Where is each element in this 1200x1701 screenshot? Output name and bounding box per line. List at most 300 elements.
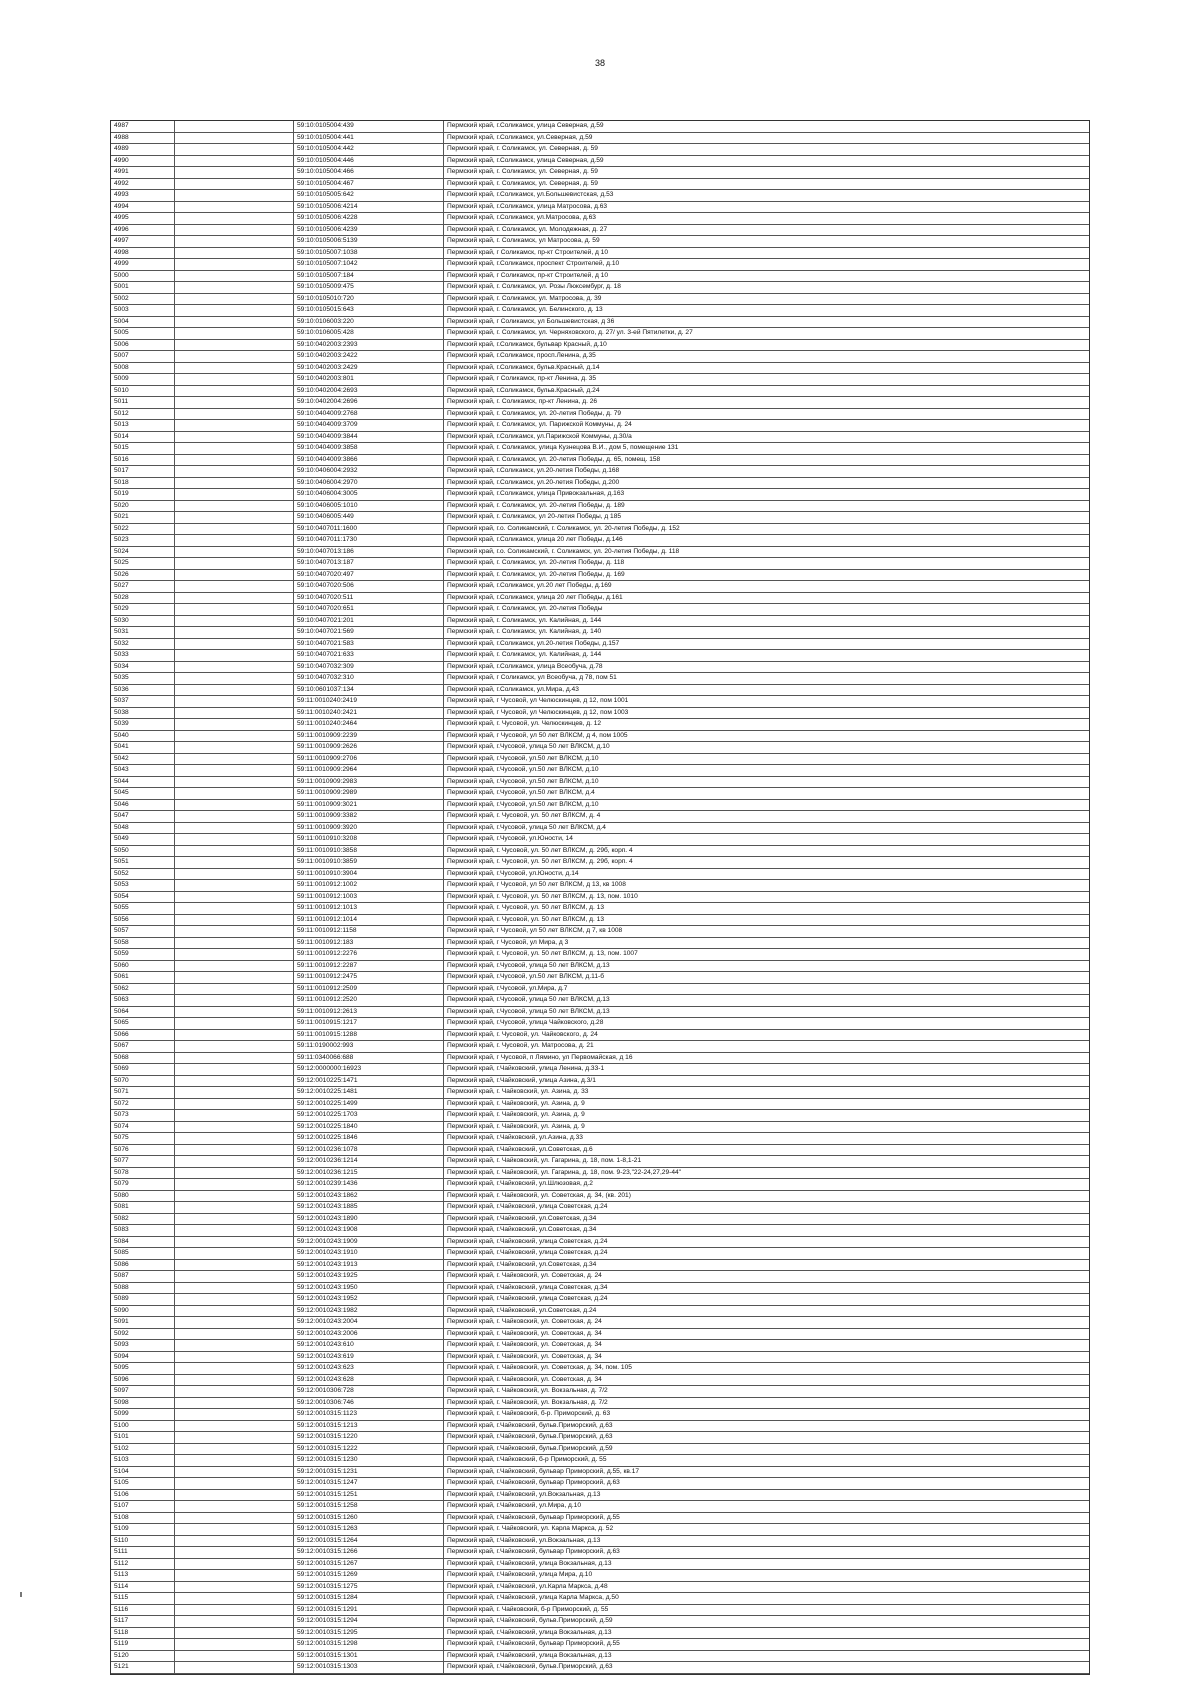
table-row xyxy=(111,1662,1089,1674)
table-row xyxy=(111,144,1089,156)
empty-cell xyxy=(175,1179,294,1191)
empty-cell xyxy=(175,1075,294,1087)
empty-cell xyxy=(175,1144,294,1156)
cadastral-number-cell: 59:12:0010315:1267 xyxy=(294,1558,444,1570)
table-row xyxy=(111,500,1089,512)
address-cell: Пермский край, г.Соликамск, ул.20-летия Победы, д.200 xyxy=(444,477,1090,489)
cadastral-number-cell: 59:12:0010243:1885 xyxy=(294,1202,444,1214)
cadastral-number-cell: 59:12:0010315:1284 xyxy=(294,1593,444,1605)
row-number-cell: 5086 xyxy=(111,1259,175,1271)
address-cell: Пермский край, г.Чайковский, ул.Советская, д.6 xyxy=(444,1144,1090,1156)
empty-cell xyxy=(175,1547,294,1559)
row-number-cell: 5011 xyxy=(111,397,175,409)
cadastral-number-cell: 59:12:0010236:1078 xyxy=(294,1144,444,1156)
address-cell: Пермский край, г.Чайковский, улица Советская, д.24 xyxy=(444,1248,1090,1260)
table-row xyxy=(111,926,1089,938)
row-number-cell: 4989 xyxy=(111,144,175,156)
empty-cell xyxy=(175,868,294,880)
cadastral-number-cell: 59:12:0010315:1247 xyxy=(294,1478,444,1490)
cadastral-number-cell: 59:11:0010915:1217 xyxy=(294,1018,444,1030)
empty-cell xyxy=(175,1006,294,1018)
address-cell: Пермский край, г.Соликамск, бульвар Красный, д.10 xyxy=(444,339,1090,351)
address-cell: Пермский край, г. Чайковский, ул. Советская, д. 34 xyxy=(444,1374,1090,1386)
empty-cell xyxy=(175,788,294,800)
row-number-cell: 5112 xyxy=(111,1558,175,1570)
empty-cell xyxy=(175,1374,294,1386)
row-number-cell: 4988 xyxy=(111,132,175,144)
cadastral-number-cell: 59:11:0010912:1002 xyxy=(294,880,444,892)
row-number-cell: 5009 xyxy=(111,374,175,386)
row-number-cell: 5117 xyxy=(111,1616,175,1628)
row-number-cell: 5078 xyxy=(111,1167,175,1179)
table-row xyxy=(111,1420,1089,1432)
cadastral-number-cell: 59:12:0010315:1301 xyxy=(294,1650,444,1662)
table-row xyxy=(111,201,1089,213)
cadastral-number-cell: 59:10:0406004:2970 xyxy=(294,477,444,489)
table-row xyxy=(111,1616,1089,1628)
table-row xyxy=(111,914,1089,926)
cadastral-number-cell: 59:10:0105006:4239 xyxy=(294,224,444,236)
address-cell: Пермский край, г.Чусовой, ул.Юности, 14 xyxy=(444,834,1090,846)
empty-cell xyxy=(175,1087,294,1099)
empty-cell xyxy=(175,351,294,363)
cadastral-number-cell: 59:10:0407020:651 xyxy=(294,604,444,616)
row-number-cell: 5081 xyxy=(111,1202,175,1214)
row-number-cell: 5021 xyxy=(111,512,175,524)
row-number-cell: 5073 xyxy=(111,1110,175,1122)
table-row xyxy=(111,592,1089,604)
empty-cell xyxy=(175,1639,294,1651)
row-number-cell: 5105 xyxy=(111,1478,175,1490)
row-number-cell: 5037 xyxy=(111,696,175,708)
cadastral-number-cell: 59:12:0000000:16923 xyxy=(294,1064,444,1076)
cadastral-number-cell: 59:11:0010912:1013 xyxy=(294,903,444,915)
address-cell: Пермский край, г Чусовой, ул 50 лет ВЛКСМ, д 13, кв 1008 xyxy=(444,880,1090,892)
empty-cell xyxy=(175,1121,294,1133)
row-number-cell: 5054 xyxy=(111,891,175,903)
row-number-cell: 5033 xyxy=(111,650,175,662)
cadastral-number-cell: 59:12:0010243:2006 xyxy=(294,1328,444,1340)
cadastral-number-cell: 59:12:0010243:628 xyxy=(294,1374,444,1386)
empty-cell xyxy=(175,132,294,144)
empty-cell xyxy=(175,799,294,811)
empty-cell xyxy=(175,569,294,581)
cadastral-number-cell: 59:12:0010243:1908 xyxy=(294,1225,444,1237)
row-number-cell: 5102 xyxy=(111,1443,175,1455)
table-row xyxy=(111,1236,1089,1248)
empty-cell xyxy=(175,523,294,535)
cadastral-number-cell: 59:12:0010315:1123 xyxy=(294,1409,444,1421)
cadastral-number-cell: 59:11:0010240:2421 xyxy=(294,707,444,719)
empty-cell xyxy=(175,247,294,259)
cadastral-number-cell: 59:10:0406005:1010 xyxy=(294,500,444,512)
table-row xyxy=(111,408,1089,420)
address-cell: Пермский край, г.Чайковский, ул.Советская, д.34 xyxy=(444,1259,1090,1271)
row-number-cell: 5109 xyxy=(111,1524,175,1536)
cadastral-number-cell: 59:11:0340066:688 xyxy=(294,1052,444,1064)
empty-cell xyxy=(175,983,294,995)
empty-cell xyxy=(175,282,294,294)
row-number-cell: 5004 xyxy=(111,316,175,328)
address-cell: Пермский край, г. Чусовой, ул. Матросова, д. 21 xyxy=(444,1041,1090,1053)
cadastral-number-cell: 59:10:0407020:497 xyxy=(294,569,444,581)
row-number-cell: 5038 xyxy=(111,707,175,719)
table-row xyxy=(111,1581,1089,1593)
address-cell: Пермский край, г. Соликамск, пр-кт Ленина, д. 26 xyxy=(444,397,1090,409)
empty-cell xyxy=(175,535,294,547)
table-row xyxy=(111,1271,1089,1283)
empty-cell xyxy=(175,719,294,731)
cadastral-number-cell: 59:10:0105007:1042 xyxy=(294,259,444,271)
table-row xyxy=(111,1144,1089,1156)
cadastral-number-cell: 59:10:0402003:2393 xyxy=(294,339,444,351)
address-cell: Пермский край, г. Соликамск, ул. Розы Люксембург, д. 18 xyxy=(444,282,1090,294)
empty-cell xyxy=(175,1156,294,1168)
row-number-cell: 5114 xyxy=(111,1581,175,1593)
empty-cell xyxy=(175,305,294,317)
address-cell: Пермский край, г. Чайковский, ул. Вокзальная, д. 7/2 xyxy=(444,1386,1090,1398)
row-number-cell: 5029 xyxy=(111,604,175,616)
row-number-cell: 4992 xyxy=(111,178,175,190)
table-row xyxy=(111,1248,1089,1260)
cadastral-number-cell: 59:10:0404009:3844 xyxy=(294,431,444,443)
address-cell: Пермский край, г. Чайковский, ул. Советская, д. 24 xyxy=(444,1271,1090,1283)
row-number-cell: 5056 xyxy=(111,914,175,926)
cadastral-number-cell: 59:12:0010236:1214 xyxy=(294,1156,444,1168)
table-row xyxy=(111,1374,1089,1386)
table-row xyxy=(111,880,1089,892)
table-row xyxy=(111,558,1089,570)
table-row xyxy=(111,385,1089,397)
cadastral-number-cell: 59:12:0010225:1471 xyxy=(294,1075,444,1087)
cadastral-number-cell: 59:12:0010306:728 xyxy=(294,1386,444,1398)
address-cell: Пермский край, г. Чайковский, ул. Советская, д. 34 xyxy=(444,1328,1090,1340)
cadastral-number-cell: 59:12:0010315:1275 xyxy=(294,1581,444,1593)
address-cell: Пермский край, г Чусовой, ул Челюскинцев, д 12, пом 1001 xyxy=(444,696,1090,708)
empty-cell xyxy=(175,592,294,604)
row-number-cell: 5084 xyxy=(111,1236,175,1248)
row-number-cell: 4991 xyxy=(111,167,175,179)
row-number-cell: 5110 xyxy=(111,1535,175,1547)
address-cell: Пермский край, г.Чайковский, бульв.Приморский, д.63 xyxy=(444,1662,1090,1674)
address-cell: Пермский край, г.Соликамск, ул.20-летия Победы, д.168 xyxy=(444,466,1090,478)
cadastral-number-cell: 59:12:0010243:1909 xyxy=(294,1236,444,1248)
row-number-cell: 5120 xyxy=(111,1650,175,1662)
row-number-cell: 5012 xyxy=(111,408,175,420)
row-number-cell: 4994 xyxy=(111,201,175,213)
cadastral-number-cell: 59:12:0010315:1260 xyxy=(294,1512,444,1524)
row-number-cell: 5075 xyxy=(111,1133,175,1145)
cadastral-number-cell: 59:11:0010912:2613 xyxy=(294,1006,444,1018)
address-cell: Пермский край, г.Чайковский, улица Мира, д.10 xyxy=(444,1570,1090,1582)
empty-cell xyxy=(175,1616,294,1628)
empty-cell xyxy=(175,1248,294,1260)
address-cell: Пермский край, г.Чайковский, улица Вокзальная, д.13 xyxy=(444,1558,1090,1570)
empty-cell xyxy=(175,224,294,236)
address-cell: Пермский край, г.Чусовой, улица 50 лет ВЛКСМ, д.13 xyxy=(444,995,1090,1007)
row-number-cell: 5045 xyxy=(111,788,175,800)
table-row xyxy=(111,1052,1089,1064)
cadastral-number-cell: 59:10:0402003:801 xyxy=(294,374,444,386)
empty-cell xyxy=(175,293,294,305)
scan-mark xyxy=(20,1592,22,1597)
cadastral-number-cell: 59:10:0105015:643 xyxy=(294,305,444,317)
row-number-cell: 5016 xyxy=(111,454,175,466)
cadastral-number-cell: 59:10:0407021:569 xyxy=(294,627,444,639)
address-cell: Пермский край, г. Соликамск, ул. Калийная, д. 140 xyxy=(444,627,1090,639)
row-number-cell: 5070 xyxy=(111,1075,175,1087)
address-cell: Пермский край, г. Чусовой, ул. 50 лет ВЛКСМ, д. 13, пом. 1010 xyxy=(444,891,1090,903)
address-cell: Пермский край, г.Чайковский, ул.Карла Маркса, д.48 xyxy=(444,1581,1090,1593)
table-row xyxy=(111,1478,1089,1490)
row-number-cell: 5048 xyxy=(111,822,175,834)
empty-cell xyxy=(175,466,294,478)
address-cell: Пермский край, г.Соликамск, ул.Парижской Коммуны, д.30/а xyxy=(444,431,1090,443)
cadastral-number-cell: 59:12:0010225:1846 xyxy=(294,1133,444,1145)
cadastral-number-cell: 59:10:0105005:642 xyxy=(294,190,444,202)
registry-table xyxy=(110,120,1090,1675)
table-row xyxy=(111,1075,1089,1087)
empty-cell xyxy=(175,201,294,213)
address-cell: Пермский край, г.Чусовой, ул.50 лет ВЛКСМ, д.10 xyxy=(444,776,1090,788)
cadastral-number-cell: 59:12:0010315:1291 xyxy=(294,1604,444,1616)
row-number-cell: 5044 xyxy=(111,776,175,788)
cadastral-number-cell: 59:12:0010315:1220 xyxy=(294,1432,444,1444)
address-cell: Пермский край, г. Соликамск, ул. Матросова, д. 39 xyxy=(444,293,1090,305)
address-cell: Пермский край, г.Чайковский, улица Карла Маркса, д.50 xyxy=(444,1593,1090,1605)
cadastral-number-cell: 59:12:0010243:623 xyxy=(294,1363,444,1375)
empty-cell xyxy=(175,765,294,777)
address-cell: Пермский край, г.Чайковский, бульв.Приморский, д.59 xyxy=(444,1616,1090,1628)
table-row xyxy=(111,1386,1089,1398)
empty-cell xyxy=(175,1432,294,1444)
empty-cell xyxy=(175,1650,294,1662)
address-cell: Пермский край, г. Чайковский, ул. Советская, д. 34 xyxy=(444,1351,1090,1363)
row-number-cell: 5091 xyxy=(111,1317,175,1329)
address-cell: Пермский край, г. Чусовой, ул. 50 лет ВЛКСМ, д. 13, пом. 1007 xyxy=(444,949,1090,961)
row-number-cell: 5061 xyxy=(111,972,175,984)
cadastral-number-cell: 59:11:0010910:3858 xyxy=(294,845,444,857)
table-row xyxy=(111,627,1089,639)
address-cell: Пермский край, г.Соликамск, улица Всеобуча, д.78 xyxy=(444,661,1090,673)
address-cell: Пермский край, г. Чусовой, ул. 50 лет ВЛКСМ, д. 4 xyxy=(444,811,1090,823)
address-cell: Пермский край, г. Чайковский, ул. Гагарина, д. 18, пом. 1-8,1-21 xyxy=(444,1156,1090,1168)
table-row xyxy=(111,638,1089,650)
row-number-cell: 5024 xyxy=(111,546,175,558)
table-row xyxy=(111,1167,1089,1179)
table-row xyxy=(111,190,1089,202)
cadastral-number-cell: 59:12:0010225:1840 xyxy=(294,1121,444,1133)
cadastral-number-cell: 59:11:0010912:2520 xyxy=(294,995,444,1007)
address-cell: Пермский край, г. Чайковский, ул. Советская, д. 34, пом. 105 xyxy=(444,1363,1090,1375)
cadastral-number-cell: 59:10:0407011:1730 xyxy=(294,535,444,547)
empty-cell xyxy=(175,776,294,788)
table-row xyxy=(111,1443,1089,1455)
cadastral-number-cell: 59:12:0010243:1950 xyxy=(294,1282,444,1294)
empty-cell xyxy=(175,1271,294,1283)
address-cell: Пермский край, г.Соликамск, просп.Ленина, д.35 xyxy=(444,351,1090,363)
empty-cell xyxy=(175,1167,294,1179)
table-row xyxy=(111,868,1089,880)
table-row xyxy=(111,1133,1089,1145)
empty-cell xyxy=(175,742,294,754)
table-row xyxy=(111,1156,1089,1168)
address-cell: Пермский край, г. Соликамск, ул. 20-летия Победы, д. 169 xyxy=(444,569,1090,581)
table-row xyxy=(111,1340,1089,1352)
address-cell: Пермский край, г.Соликамск, улица 20 лет Победы, д.161 xyxy=(444,592,1090,604)
cadastral-number-cell: 59:12:0010315:1269 xyxy=(294,1570,444,1582)
empty-cell xyxy=(175,1351,294,1363)
empty-cell xyxy=(175,121,294,132)
empty-cell xyxy=(175,431,294,443)
address-cell: Пермский край, г.о. Соликамский, г. Соликамск, ул. 20-летия Победы, д. 118 xyxy=(444,546,1090,558)
empty-cell xyxy=(175,236,294,248)
row-number-cell: 5083 xyxy=(111,1225,175,1237)
row-number-cell: 4987 xyxy=(111,121,175,132)
cadastral-number-cell: 59:12:0010315:1294 xyxy=(294,1616,444,1628)
table-row xyxy=(111,730,1089,742)
empty-cell xyxy=(175,673,294,685)
empty-cell xyxy=(175,1018,294,1030)
row-number-cell: 5027 xyxy=(111,581,175,593)
address-cell: Пермский край, г Соликамск, пр-кт Строителей, д 10 xyxy=(444,247,1090,259)
table-row xyxy=(111,1466,1089,1478)
address-cell: Пермский край, г.Соликамск, ул.Северная, д.59 xyxy=(444,132,1090,144)
cadastral-number-cell: 59:10:0106005:428 xyxy=(294,328,444,340)
table-row xyxy=(111,1627,1089,1639)
cadastral-number-cell: 59:12:0010243:619 xyxy=(294,1351,444,1363)
table-row xyxy=(111,845,1089,857)
row-number-cell: 5002 xyxy=(111,293,175,305)
cadastral-number-cell: 59:12:0010243:2004 xyxy=(294,1317,444,1329)
table-row xyxy=(111,1225,1089,1237)
address-cell: Пермский край, г.Чайковский, бульв.Приморский, д.59 xyxy=(444,1443,1090,1455)
row-number-cell: 5088 xyxy=(111,1282,175,1294)
empty-cell xyxy=(175,558,294,570)
address-cell: Пермский край, г.Соликамск, улица 20 лет Победы, д.146 xyxy=(444,535,1090,547)
row-number-cell: 5003 xyxy=(111,305,175,317)
row-number-cell: 5076 xyxy=(111,1144,175,1156)
cadastral-number-cell: 59:11:0010909:3920 xyxy=(294,822,444,834)
address-cell: Пермский край, г.Соликамск, бульв.Красный, д.24 xyxy=(444,385,1090,397)
cadastral-number-cell: 59:10:0105010:720 xyxy=(294,293,444,305)
empty-cell xyxy=(175,167,294,179)
row-number-cell: 5107 xyxy=(111,1501,175,1513)
cadastral-number-cell: 59:11:0010909:2989 xyxy=(294,788,444,800)
row-number-cell: 5008 xyxy=(111,362,175,374)
cadastral-number-cell: 59:12:0010315:1295 xyxy=(294,1627,444,1639)
cadastral-number-cell: 59:11:0190002:993 xyxy=(294,1041,444,1053)
address-cell: Пермский край, г.Соликамск, ул.20 лет Победы, д.169 xyxy=(444,581,1090,593)
cadastral-number-cell: 59:10:0406004:3005 xyxy=(294,489,444,501)
empty-cell xyxy=(175,615,294,627)
cadastral-number-cell: 59:11:0010912:2475 xyxy=(294,972,444,984)
table-row xyxy=(111,1351,1089,1363)
row-number-cell: 5013 xyxy=(111,420,175,432)
row-number-cell: 5111 xyxy=(111,1547,175,1559)
empty-cell xyxy=(175,684,294,696)
address-cell: Пермский край, г.Чайковский, улица Вокзальная, д.13 xyxy=(444,1627,1090,1639)
cadastral-number-cell: 59:12:0010315:1231 xyxy=(294,1466,444,1478)
empty-cell xyxy=(175,443,294,455)
table-row xyxy=(111,477,1089,489)
empty-cell xyxy=(175,1340,294,1352)
cadastral-number-cell: 59:10:0402004:2693 xyxy=(294,385,444,397)
table-row xyxy=(111,132,1089,144)
row-number-cell: 5043 xyxy=(111,765,175,777)
empty-cell xyxy=(175,1570,294,1582)
row-number-cell: 5097 xyxy=(111,1386,175,1398)
row-number-cell: 5010 xyxy=(111,385,175,397)
table-row xyxy=(111,155,1089,167)
table-row xyxy=(111,776,1089,788)
cadastral-number-cell: 59:11:0010909:2626 xyxy=(294,742,444,754)
cadastral-number-cell: 59:11:0010909:3021 xyxy=(294,799,444,811)
address-cell: Пермский край, г.о. Соликамский, г. Соликамск, ул. 20-летия Победы, д. 152 xyxy=(444,523,1090,535)
empty-cell xyxy=(175,753,294,765)
row-number-cell: 4990 xyxy=(111,155,175,167)
row-number-cell: 5042 xyxy=(111,753,175,765)
table-row xyxy=(111,569,1089,581)
address-cell: Пермский край, г.Чусовой, ул.50 лет ВЛКСМ, д.10 xyxy=(444,799,1090,811)
cadastral-number-cell: 59:12:0010243:1925 xyxy=(294,1271,444,1283)
address-cell: Пермский край, г.Соликамск, бульв.Красный, д.14 xyxy=(444,362,1090,374)
table-row xyxy=(111,443,1089,455)
cadastral-number-cell: 59:12:0010243:1862 xyxy=(294,1190,444,1202)
cadastral-number-cell: 59:12:0010225:1499 xyxy=(294,1098,444,1110)
address-cell: Пермский край, г.Чайковский, бульвар Приморский, д.63 xyxy=(444,1478,1090,1490)
table-row xyxy=(111,972,1089,984)
table-row xyxy=(111,696,1089,708)
cadastral-number-cell: 59:10:0402004:2696 xyxy=(294,397,444,409)
empty-cell xyxy=(175,730,294,742)
table-row xyxy=(111,1409,1089,1421)
table-row xyxy=(111,328,1089,340)
empty-cell xyxy=(175,374,294,386)
row-number-cell: 5104 xyxy=(111,1466,175,1478)
address-cell: Пермский край, г.Чайковский, ул.Мира, д.10 xyxy=(444,1501,1090,1513)
empty-cell xyxy=(175,259,294,271)
table-row xyxy=(111,431,1089,443)
row-number-cell: 5014 xyxy=(111,431,175,443)
empty-cell xyxy=(175,1328,294,1340)
cadastral-number-cell: 59:12:0010243:610 xyxy=(294,1340,444,1352)
row-number-cell: 5025 xyxy=(111,558,175,570)
empty-cell xyxy=(175,500,294,512)
row-number-cell: 4995 xyxy=(111,213,175,225)
table-row xyxy=(111,650,1089,662)
empty-cell xyxy=(175,1535,294,1547)
row-number-cell: 5015 xyxy=(111,443,175,455)
table-row xyxy=(111,1064,1089,1076)
table-row xyxy=(111,512,1089,524)
empty-cell xyxy=(175,1110,294,1122)
address-cell: Пермский край, г. Чайковский, ул. Советская, д. 34 xyxy=(444,1340,1090,1352)
address-cell: Пермский край, г.Чайковский, бульвар Приморский, д.63 xyxy=(444,1547,1090,1559)
empty-cell xyxy=(175,339,294,351)
address-cell: Пермский край, г.Чайковский, бульвар Приморский, д.55 xyxy=(444,1512,1090,1524)
table-row xyxy=(111,1593,1089,1605)
empty-cell xyxy=(175,270,294,282)
cadastral-number-cell: 59:11:0010909:2983 xyxy=(294,776,444,788)
table-row xyxy=(111,1202,1089,1214)
table-row xyxy=(111,316,1089,328)
table-row xyxy=(111,1501,1089,1513)
table-row xyxy=(111,753,1089,765)
table-row xyxy=(111,1029,1089,1041)
cadastral-number-cell: 59:11:0010909:2706 xyxy=(294,753,444,765)
empty-cell xyxy=(175,420,294,432)
